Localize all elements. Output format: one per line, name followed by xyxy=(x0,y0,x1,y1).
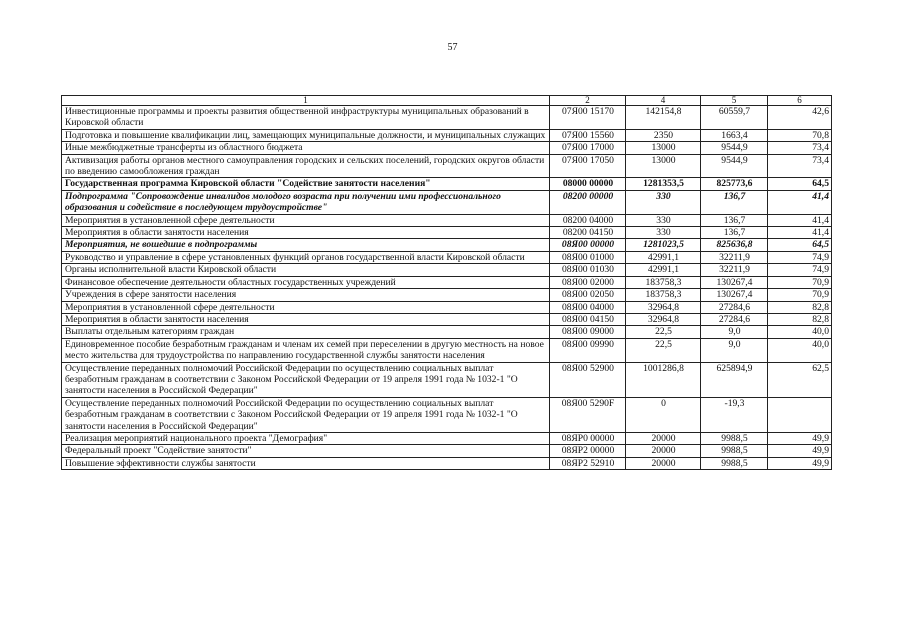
table-row xyxy=(62,338,832,362)
row-percent-cell: 64,5 xyxy=(768,178,832,190)
row-percent-cell: 82,8 xyxy=(768,313,832,325)
row-fact-cell: 136,7 xyxy=(701,227,768,239)
row-name-cell: Мероприятия в установленной сфере деятельности xyxy=(62,214,550,226)
row-fact-cell: 27284,6 xyxy=(701,301,768,313)
row-plan-cell: 20000 xyxy=(626,457,701,469)
row-code-cell: 07Я00 17050 xyxy=(550,154,626,178)
row-fact-cell: 136,7 xyxy=(701,190,768,214)
row-fact-cell: 32211,9 xyxy=(701,251,768,263)
row-code-cell: 08ЯР2 52910 xyxy=(550,457,626,469)
row-code-cell: 07Я00 17000 xyxy=(550,142,626,154)
row-code-cell: 08Я00 09990 xyxy=(550,338,626,362)
row-name-cell: Органы исполнительной власти Кировской области xyxy=(62,264,550,276)
header-cell-percent: 6 xyxy=(768,96,832,106)
row-name-cell: Мероприятия, не вошедшие в подпрограммы xyxy=(62,239,550,251)
table-row xyxy=(62,190,832,214)
row-name-cell: Единовременное пособие безработным гражданам и членам их семей при переселении в другую местность на новое место жительства для трудоустройства по направлению государственной службы занятости населения xyxy=(62,338,550,362)
row-percent-cell: 41,4 xyxy=(768,214,832,226)
table-row xyxy=(62,154,832,178)
row-percent-cell: 62,5 xyxy=(768,362,832,397)
row-percent-cell: 82,8 xyxy=(768,301,832,313)
row-code-cell: 08200 04150 xyxy=(550,227,626,239)
row-fact-cell: 9,0 xyxy=(701,338,768,362)
row-name-cell: Осуществление переданных полномочий Российской Федерации по осуществлению социальных выплат безработным гражданам в соответствии с Законом Российской Федерации от 19 апреля 1991 года № 1032-1 "О занятости населения в Российской Федерации" xyxy=(62,397,550,432)
row-plan-cell: 32964,8 xyxy=(626,301,701,313)
row-code-cell: 08Я00 5290F xyxy=(550,397,626,432)
row-percent-cell: 70,9 xyxy=(768,276,832,288)
row-percent-cell: 73,4 xyxy=(768,142,832,154)
row-percent-cell: 49,9 xyxy=(768,445,832,457)
row-code-cell: 08Я00 52900 xyxy=(550,362,626,397)
row-name-cell: Мероприятия в установленной сфере деятельности xyxy=(62,301,550,313)
row-plan-cell: 1001286,8 xyxy=(626,362,701,397)
row-plan-cell: 1281023,5 xyxy=(626,239,701,251)
row-fact-cell: 136,7 xyxy=(701,214,768,226)
header-cell-plan: 4 xyxy=(626,96,701,106)
row-fact-cell: 60559,7 xyxy=(701,106,768,130)
row-plan-cell: 183758,3 xyxy=(626,276,701,288)
table-row xyxy=(62,142,832,154)
row-fact-cell: 9544,9 xyxy=(701,142,768,154)
row-fact-cell: -19,3 xyxy=(701,397,768,432)
table-row xyxy=(62,106,832,130)
row-percent-cell: 40,0 xyxy=(768,338,832,362)
row-percent-cell: 74,9 xyxy=(768,251,832,263)
row-fact-cell: 27284,6 xyxy=(701,313,768,325)
row-plan-cell: 330 xyxy=(626,214,701,226)
row-code-cell: 08Я00 00000 xyxy=(550,239,626,251)
row-fact-cell: 9988,5 xyxy=(701,457,768,469)
row-code-cell: 08Я00 02000 xyxy=(550,276,626,288)
row-code-cell: 08ЯР2 00000 xyxy=(550,445,626,457)
row-fact-cell: 130267,4 xyxy=(701,289,768,301)
table-row xyxy=(62,445,832,457)
header-cell-fact: 5 xyxy=(701,96,768,106)
row-fact-cell: 130267,4 xyxy=(701,276,768,288)
row-name-cell: Мероприятия в области занятости населения xyxy=(62,227,550,239)
row-fact-cell: 625894,9 xyxy=(701,362,768,397)
row-code-cell: 08Я00 01030 xyxy=(550,264,626,276)
row-name-cell: Мероприятия в области занятости населения xyxy=(62,313,550,325)
row-name-cell: Государственная программа Кировской области "Содействие занятости населения" xyxy=(62,178,550,190)
row-percent-cell xyxy=(768,397,832,432)
row-percent-cell: 64,5 xyxy=(768,239,832,251)
table-row xyxy=(62,227,832,239)
row-code-cell: 08Я00 04150 xyxy=(550,313,626,325)
row-name-cell: Повышение эффективности службы занятости xyxy=(62,457,550,469)
row-code-cell: 08Я00 01000 xyxy=(550,251,626,263)
row-fact-cell: 9988,5 xyxy=(701,432,768,444)
row-fact-cell: 9,0 xyxy=(701,326,768,338)
page-number: 57 xyxy=(447,42,458,53)
row-plan-cell: 330 xyxy=(626,227,701,239)
table-row xyxy=(62,214,832,226)
row-plan-cell: 42991,1 xyxy=(626,251,701,263)
row-percent-cell: 70,8 xyxy=(768,129,832,141)
row-percent-cell: 41,4 xyxy=(768,227,832,239)
row-name-cell: Федеральный проект "Содействие занятости" xyxy=(62,445,550,457)
row-fact-cell: 32211,9 xyxy=(701,264,768,276)
table-row xyxy=(62,129,832,141)
row-fact-cell: 9544,9 xyxy=(701,154,768,178)
table-body xyxy=(62,106,832,470)
row-percent-cell: 70,9 xyxy=(768,289,832,301)
row-percent-cell: 41,4 xyxy=(768,190,832,214)
row-plan-cell: 13000 xyxy=(626,154,701,178)
row-plan-cell: 2350 xyxy=(626,129,701,141)
row-plan-cell: 42991,1 xyxy=(626,264,701,276)
table-row xyxy=(62,264,832,276)
row-percent-cell: 42,6 xyxy=(768,106,832,130)
row-plan-cell: 142154,8 xyxy=(626,106,701,130)
header-cell-name: 1 xyxy=(62,96,550,106)
row-name-cell: Финансовое обеспечение деятельности областных государственных учреждений xyxy=(62,276,550,288)
row-percent-cell: 49,9 xyxy=(768,457,832,469)
row-percent-cell: 74,9 xyxy=(768,264,832,276)
row-plan-cell: 22,5 xyxy=(626,338,701,362)
table-row xyxy=(62,432,832,444)
row-plan-cell: 20000 xyxy=(626,432,701,444)
row-code-cell: 08000 00000 xyxy=(550,178,626,190)
row-code-cell: 08Я00 09000 xyxy=(550,326,626,338)
row-name-cell: Инвестиционные программы и проекты развития общественной инфраструктуры муниципальных образований в Кировской области xyxy=(62,106,550,130)
row-percent-cell: 40,0 xyxy=(768,326,832,338)
row-fact-cell: 825636,8 xyxy=(701,239,768,251)
table-row xyxy=(62,362,832,397)
row-fact-cell: 825773,6 xyxy=(701,178,768,190)
table-row xyxy=(62,239,832,251)
row-plan-cell: 32964,8 xyxy=(626,313,701,325)
row-name-cell: Иные межбюджетные трансферты из областного бюджета xyxy=(62,142,550,154)
header-row xyxy=(62,96,832,106)
row-name-cell: Подготовка и повышение квалификации лиц, замещающих муниципальные должности, и муниципальных служащих xyxy=(62,129,550,141)
table-row xyxy=(62,301,832,313)
row-plan-cell: 1281353,5 xyxy=(626,178,701,190)
row-code-cell: 08200 00000 xyxy=(550,190,626,214)
row-name-cell: Учреждения в сфере занятости населения xyxy=(62,289,550,301)
table-row xyxy=(62,457,832,469)
row-plan-cell: 330 xyxy=(626,190,701,214)
row-plan-cell: 20000 xyxy=(626,445,701,457)
row-code-cell: 07Я00 15560 xyxy=(550,129,626,141)
row-plan-cell: 0 xyxy=(626,397,701,432)
row-code-cell: 07Я00 15170 xyxy=(550,106,626,130)
row-name-cell: Реализация мероприятий национального проекта "Демография" xyxy=(62,432,550,444)
table-row xyxy=(62,326,832,338)
row-plan-cell: 22,5 xyxy=(626,326,701,338)
row-name-cell: Активизация работы органов местного самоуправления городских и сельских поселений, городских округов области по введению самообложения граждан xyxy=(62,154,550,178)
table-row xyxy=(62,276,832,288)
table-row xyxy=(62,313,832,325)
row-plan-cell: 13000 xyxy=(626,142,701,154)
row-name-cell: Выплаты отдельным категориям граждан xyxy=(62,326,550,338)
row-plan-cell: 183758,3 xyxy=(626,289,701,301)
row-code-cell: 08200 04000 xyxy=(550,214,626,226)
row-percent-cell: 49,9 xyxy=(768,432,832,444)
table-row xyxy=(62,178,832,190)
row-fact-cell: 1663,4 xyxy=(701,129,768,141)
header-cell-code: 2 xyxy=(550,96,626,106)
row-code-cell: 08Я00 04000 xyxy=(550,301,626,313)
row-name-cell: Руководство и управление в сфере установленных функций органов государственной власти Кировской области xyxy=(62,251,550,263)
table-row xyxy=(62,289,832,301)
row-code-cell: 08ЯР0 00000 xyxy=(550,432,626,444)
row-name-cell: Подпрограмма "Сопровождение инвалидов молодого возраста при получении ими профессионального образования и содействие в последующем трудоустройстве" xyxy=(62,190,550,214)
row-percent-cell: 73,4 xyxy=(768,154,832,178)
budget-table xyxy=(61,95,832,470)
row-code-cell: 08Я00 02050 xyxy=(550,289,626,301)
table-row xyxy=(62,397,832,432)
table-row xyxy=(62,251,832,263)
row-name-cell: Осуществление переданных полномочий Российской Федерации по осуществлению социальных выплат безработным гражданам в соответствии с Законом Российской Федерации от 19 апреля 1991 года № 1032-1 "О занятости населения в Российской Федерации" xyxy=(62,362,550,397)
row-fact-cell: 9988,5 xyxy=(701,445,768,457)
